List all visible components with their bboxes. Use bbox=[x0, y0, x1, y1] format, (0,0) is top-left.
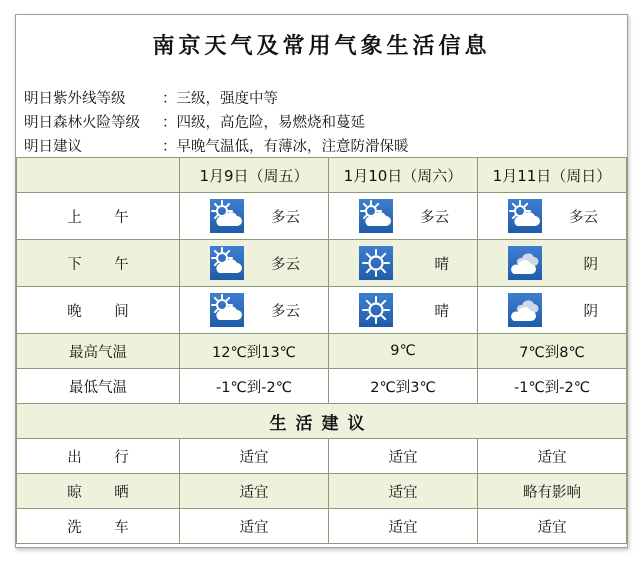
life-value: 适宜 bbox=[180, 439, 329, 474]
weather-text: 晴 bbox=[434, 303, 449, 320]
period-label: 下 午 bbox=[17, 240, 180, 287]
sun-icon bbox=[359, 293, 393, 327]
evening-row bbox=[17, 287, 627, 334]
day-header: 1月9日（周五） bbox=[180, 158, 329, 193]
partly-cloudy-icon bbox=[210, 246, 244, 280]
weather-cell bbox=[329, 193, 478, 240]
period-label: 晚 间 bbox=[17, 287, 180, 334]
life-label: 洗 车 bbox=[17, 509, 180, 544]
life-value: 适宜 bbox=[180, 509, 329, 544]
partly-cloudy-icon bbox=[210, 293, 244, 327]
weather-text: 多云 bbox=[271, 303, 300, 320]
partly-cloudy-icon bbox=[359, 199, 393, 233]
morning-row bbox=[17, 193, 627, 240]
forecast-table bbox=[16, 157, 627, 544]
header-corner bbox=[17, 158, 180, 193]
weather-cell bbox=[180, 240, 329, 287]
high-temp-value: 12℃到13℃ bbox=[180, 334, 329, 369]
advice-line bbox=[24, 135, 409, 156]
afternoon-row bbox=[17, 240, 627, 287]
weather-text: 多云 bbox=[271, 209, 300, 226]
car-wash-row bbox=[17, 509, 627, 544]
life-value: 略有影响 bbox=[478, 474, 627, 509]
overcast-icon bbox=[508, 246, 542, 280]
life-label: 出 行 bbox=[17, 439, 180, 474]
life-advice-header-row bbox=[17, 404, 627, 439]
weather-cell bbox=[329, 240, 478, 287]
fire-risk-value: ：四级，高危险，易燃烧和蔓延 bbox=[162, 115, 365, 131]
weather-cell bbox=[329, 287, 478, 334]
advice-value: ：早晚气温低，有薄冰，注意防滑保暖 bbox=[162, 139, 409, 155]
advice-label: 明日建议 bbox=[24, 139, 82, 155]
high-temp-value: 9℃ bbox=[329, 334, 478, 369]
weather-text: 阴 bbox=[583, 256, 598, 273]
life-value: 适宜 bbox=[478, 509, 627, 544]
life-advice-title: 生活建议 bbox=[17, 404, 627, 439]
weather-cell bbox=[478, 193, 627, 240]
low-temp-value: -1℃到-2℃ bbox=[180, 369, 329, 404]
low-temp-value: 2℃到3℃ bbox=[329, 369, 478, 404]
overcast-icon bbox=[508, 293, 542, 327]
low-temp-value: -1℃到-2℃ bbox=[478, 369, 627, 404]
weather-cell bbox=[478, 287, 627, 334]
weather-cell bbox=[180, 193, 329, 240]
life-value: 适宜 bbox=[478, 439, 627, 474]
drying-row bbox=[17, 474, 627, 509]
low-temp-row bbox=[17, 369, 627, 404]
day-header: 1月11日（周日） bbox=[478, 158, 627, 193]
life-value: 适宜 bbox=[329, 474, 478, 509]
partly-cloudy-icon bbox=[210, 199, 244, 233]
fire-risk-line bbox=[24, 111, 365, 132]
day-header: 1月10日（周六） bbox=[329, 158, 478, 193]
period-label: 上 午 bbox=[17, 193, 180, 240]
partly-cloudy-icon bbox=[508, 199, 542, 233]
uv-level-label: 明日紫外线等级 bbox=[24, 91, 126, 107]
fire-risk-label: 明日森林火险等级 bbox=[24, 115, 140, 131]
life-value: 适宜 bbox=[329, 439, 478, 474]
weather-text: 阴 bbox=[583, 303, 598, 320]
page-title: 南京天气及常用气象生活信息 bbox=[152, 33, 491, 59]
weather-text: 多云 bbox=[420, 209, 449, 226]
weather-cell bbox=[478, 240, 627, 287]
life-value: 适宜 bbox=[329, 509, 478, 544]
life-label: 晾 晒 bbox=[17, 474, 180, 509]
date-header-row bbox=[17, 158, 627, 193]
travel-row bbox=[17, 439, 627, 474]
low-temp-label: 最低气温 bbox=[17, 369, 180, 404]
weather-sheet bbox=[15, 14, 628, 548]
high-temp-value: 7℃到8℃ bbox=[478, 334, 627, 369]
weather-text: 多云 bbox=[271, 256, 300, 273]
weather-text: 多云 bbox=[569, 209, 598, 226]
sun-icon bbox=[359, 246, 393, 280]
uv-level-line bbox=[24, 87, 278, 108]
life-value: 适宜 bbox=[180, 474, 329, 509]
high-temp-label: 最高气温 bbox=[17, 334, 180, 369]
weather-text: 晴 bbox=[434, 256, 449, 273]
high-temp-row bbox=[17, 334, 627, 369]
uv-level-value: ：三级，强度中等 bbox=[162, 91, 278, 107]
weather-cell bbox=[180, 287, 329, 334]
